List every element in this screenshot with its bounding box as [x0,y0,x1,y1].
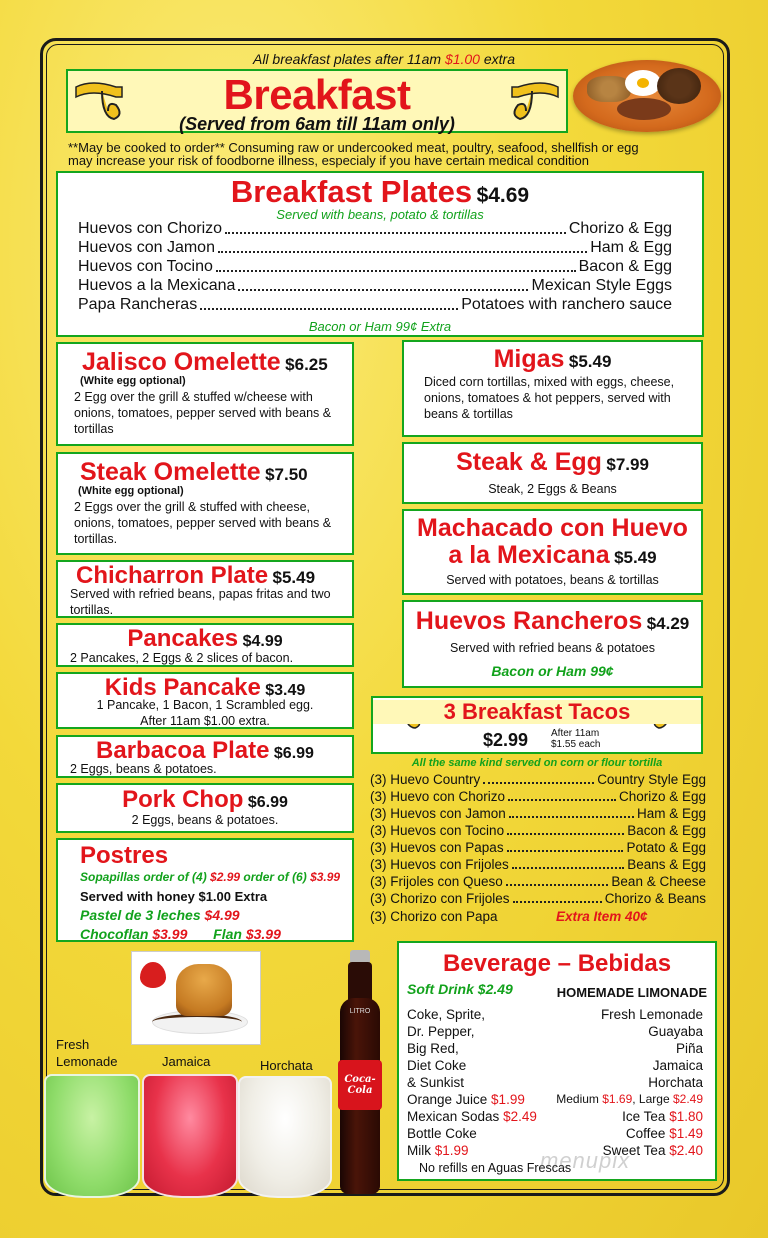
header-banner [66,69,568,133]
steak-egg-heading: Steak & Egg $7.99 [456,448,649,476]
jalisco-note: (White egg optional) [80,375,186,387]
rancheros-box [402,600,703,688]
fresh-lemonade-label-2: Lemonade [56,1054,118,1069]
taco-item [370,856,706,873]
beverage-section [397,941,717,1181]
plate-item-name: Huevos con Tocino [78,258,213,275]
plate-item-desc: Chorizo & Egg [568,220,672,237]
plate-item-name: Huevos con Chorizo [78,220,223,237]
taco-item [370,873,706,890]
taco-item-name: (3) Huevo Country [370,772,481,787]
tacos-list [370,771,706,907]
beverage-limonade-item: Horchata [648,1075,703,1090]
jalisco-omelette-box [56,342,354,446]
steak-egg-desc: Steak, 2 Eggs & Beans [488,482,617,496]
coca-cola-label: Coca-Cola [344,1074,376,1096]
sweet-tea-line: Sweet Tea $2.40 [602,1143,703,1158]
watermark: menupix [540,1148,631,1173]
beverage-limonade-item: Piña [675,1041,703,1056]
page-title: Breakfast [223,71,411,118]
plate-item [78,238,672,257]
breakfast-plates-section [56,171,704,337]
steak-egg-box [402,442,703,504]
machacado-box [402,509,703,595]
jalisco-heading: Jalisco Omelette $6.25 [82,348,328,376]
barbacoa-heading: Barbacoa Plate $6.99 [96,737,314,764]
tacos-after-1: After 11am [551,728,600,739]
dot-leader [200,308,458,310]
fresh-lemonade-label-1: Fresh [56,1037,90,1052]
tacos-heading: 3 Breakfast Tacos [443,699,631,724]
machacado-heading-2: a la Mexicana $5.49 [448,541,657,569]
tacos-header [371,696,703,754]
beverage-soda-item: & Sunkist [407,1075,465,1090]
dot-leader [238,289,528,291]
taco-item-name: (3) Huevos con Jamon [370,806,506,821]
page-subtitle: (Served from 6am till 11am only) [179,114,455,134]
flan-photo [131,951,261,1045]
rancheros-heading: Huevos Rancheros $4.29 [415,607,690,635]
plate-item [78,295,672,314]
top-note: All breakfast plates after 11am $1.00 extra [252,51,515,67]
taco-item [370,805,706,822]
mexican-sodas-line: Mexican Sodas $2.49 [407,1109,537,1124]
taco-item-name: (3) Huevos con Frijoles [370,857,509,872]
steak-omelette-note: (White egg optional) [78,485,184,497]
soft-drink-price: Soft Drink $2.49 [407,981,513,997]
taco-item-desc: Chorizo & Beans [604,891,706,906]
pork-heading: Pork Chop $6.99 [122,786,288,813]
chicharron-heading: Chicharron Plate $5.49 [76,562,316,589]
sopapillas-line: Sopapillas order of (4) $2.99 order of (6) $3.99 [80,870,341,884]
plate-item-desc: Bacon & Egg [578,258,672,275]
lemonade-sizes-line: Medium $1.69, Large $2.49 [556,1092,703,1106]
barbacoa-desc: 2 Eggs, beans & potatoes. [70,762,217,776]
taco-item-name: (3) Huevo con Chorizo [370,789,506,804]
dot-leader [218,251,587,253]
ice-tea-line: Ice Tea $1.80 [622,1109,703,1124]
plate-item-name: Huevos con Jamon [78,239,215,256]
dot-leader [225,232,566,234]
pancakes-desc: 2 Pancakes, 2 Eggs & 2 slices of bacon. [70,651,294,665]
rancheros-extra: Bacon or Ham 99¢ [491,663,614,679]
breakfast-plates-heading: Breakfast Plates $4.69 [230,174,530,209]
pork-desc: 2 Eggs, beans & potatoes. [131,813,279,827]
dot-leader [507,833,624,835]
milk-line: Milk $1.99 [407,1143,469,1158]
taco-item-desc: Beans & Egg [627,857,706,872]
taco-item-desc: Bean & Cheese [611,874,706,889]
kids-pancake-box [56,672,354,729]
taco-item [370,788,706,805]
no-refills-note: No refills en Aguas Frescas [419,1161,572,1175]
jamaica-glass [142,1074,238,1198]
migas-desc: Diced corn tortillas, mixed with eggs, cheese, onions, tomatoes & hot peppers, served with beans & tortillas [424,375,675,421]
orange-juice-line: Orange Juice $1.99 [407,1092,525,1107]
beverage-soda-item: Dr. Pepper, [407,1024,475,1039]
pancakes-heading: Pancakes $4.99 [127,625,283,652]
dot-leader [508,799,616,801]
steak-omelette-desc: 2 Eggs over the grill & stuffed with cheese, onions, tomatoes, pepper served with beans & tortillas. [74,500,332,546]
kids-desc-1: 1 Pancake, 1 Bacon, 1 Scrambled egg. [96,698,314,712]
dot-leader [506,884,609,886]
coffee-line: Coffee $1.49 [625,1126,703,1141]
plate-item-name: Huevos a la Mexicana [78,277,236,294]
beverage-soda-item: Coke, Sprite, [407,1007,486,1022]
bottle-litro-label: LITRO [349,1008,371,1015]
taco-item-desc: Potato & Egg [626,840,706,855]
dot-leader [483,782,594,784]
chicharron-desc: Served with refried beans, papas fritas and two tortillas. [70,587,331,617]
tacos-after-2: $1.55 each [551,739,601,750]
beverage-soda-item: Diet Coke [407,1058,467,1073]
taco-item-name: (3) Huevos con Tocino [370,823,505,838]
chocoflan-line: Chocoflan $3.99 Flan $3.99 [80,926,281,942]
beverage-heading: Beverage – Bebidas [442,950,672,977]
steak-omelette-heading: Steak Omelette $7.50 [80,458,308,486]
health-warning: **May be cooked to order** Consuming raw or undercooked meat, poultry, seafood, shellfish or egg may increase your risk of foodborne illness, especialy if you have certain medical condition [68,140,639,168]
horchata-label: Horchata [260,1058,313,1073]
plate-item [78,276,672,295]
pastel-line: Pastel de 3 leches $4.99 [80,907,240,923]
plate-item-desc: Potatoes with ranchero sauce [461,296,672,313]
plate-item-desc: Ham & Egg [590,239,672,256]
taco-item [370,890,706,907]
homemade-limonade-heading: HOMEMADE LIMONADE [556,985,707,1000]
plate-item [78,219,672,238]
breakfast-plates-list [78,219,672,314]
dot-leader [512,867,624,869]
beverage-limonade-item: Fresh Lemonade [600,1007,703,1022]
dot-leader [513,901,602,903]
machacado-desc: Served with potatoes, beans & tortillas [446,573,659,587]
coca-cola-bottle [334,950,386,1196]
lemonade-glass [44,1074,140,1198]
beverage-right-list [601,1006,703,1091]
postres-heading: Postres [80,842,169,869]
taco-item-desc: Ham & Egg [636,806,706,821]
beverage-limonade-item: Jamaica [652,1058,703,1073]
beverage-left-list [407,1006,485,1091]
plate-item-desc: Mexican Style Eggs [531,277,672,294]
pancakes-box [56,623,354,667]
tacos-note: All the same kind served on corn or flour tortilla [411,757,663,769]
breakfast-plate-photo [573,60,721,132]
tacos-price: $2.99 [483,730,529,750]
machacado-heading-1: Machacado con Huevo [417,514,688,542]
kids-heading: Kids Pancake $3.49 [104,674,306,701]
dot-leader [216,270,576,272]
taco-item [370,839,706,856]
taco-item [370,771,706,788]
barbacoa-box [56,735,354,778]
steak-omelette-box [56,452,354,555]
breakfast-plates-extra: Bacon or Ham 99¢ Extra [308,319,452,334]
bottle-coke-line: Bottle Coke [407,1126,477,1141]
beverage-limonade-item: Guayaba [648,1024,703,1039]
migas-box [402,340,703,437]
kids-desc-2: After 11am $1.00 extra. [140,714,270,728]
taco-item [370,822,706,839]
jalisco-desc: 2 Egg over the grill & stuffed w/cheese with onions, tomatoes, pepper served with beans & tortillas [74,390,332,436]
taco-item-desc: Chorizo & Egg [618,789,706,804]
taco-item-desc: Bacon & Egg [627,823,706,838]
jamaica-label: Jamaica [162,1054,211,1069]
pork-chop-box [56,783,354,833]
migas-heading: Migas $5.49 [493,345,612,373]
taco-item-name: (3) Chorizo con Frijoles [370,891,510,906]
horchata-glass [238,1076,332,1198]
taco-item-name: (3) Huevos con Papas [370,840,504,855]
dot-leader [509,816,634,818]
dot-leader [507,850,624,852]
breakfast-plates-subtitle: Served with beans, potato & tortillas [276,207,484,222]
postres-box [56,838,354,942]
honey-line: Served with honey $1.00 Extra [80,889,268,904]
plate-item [78,257,672,276]
taco-item-desc: Country Style Egg [597,772,706,787]
chicharron-box [56,560,354,618]
rancheros-desc: Served with refried beans & potatoes [450,641,655,655]
plate-item-name: Papa Rancheras [78,296,198,313]
taco-item-name: (3) Frijoles con Queso [370,874,503,889]
beverage-soda-item: Big Red, [407,1041,459,1056]
tacos-last-line: (3) Chorizo con Papa Extra Item 40¢ [370,909,648,924]
